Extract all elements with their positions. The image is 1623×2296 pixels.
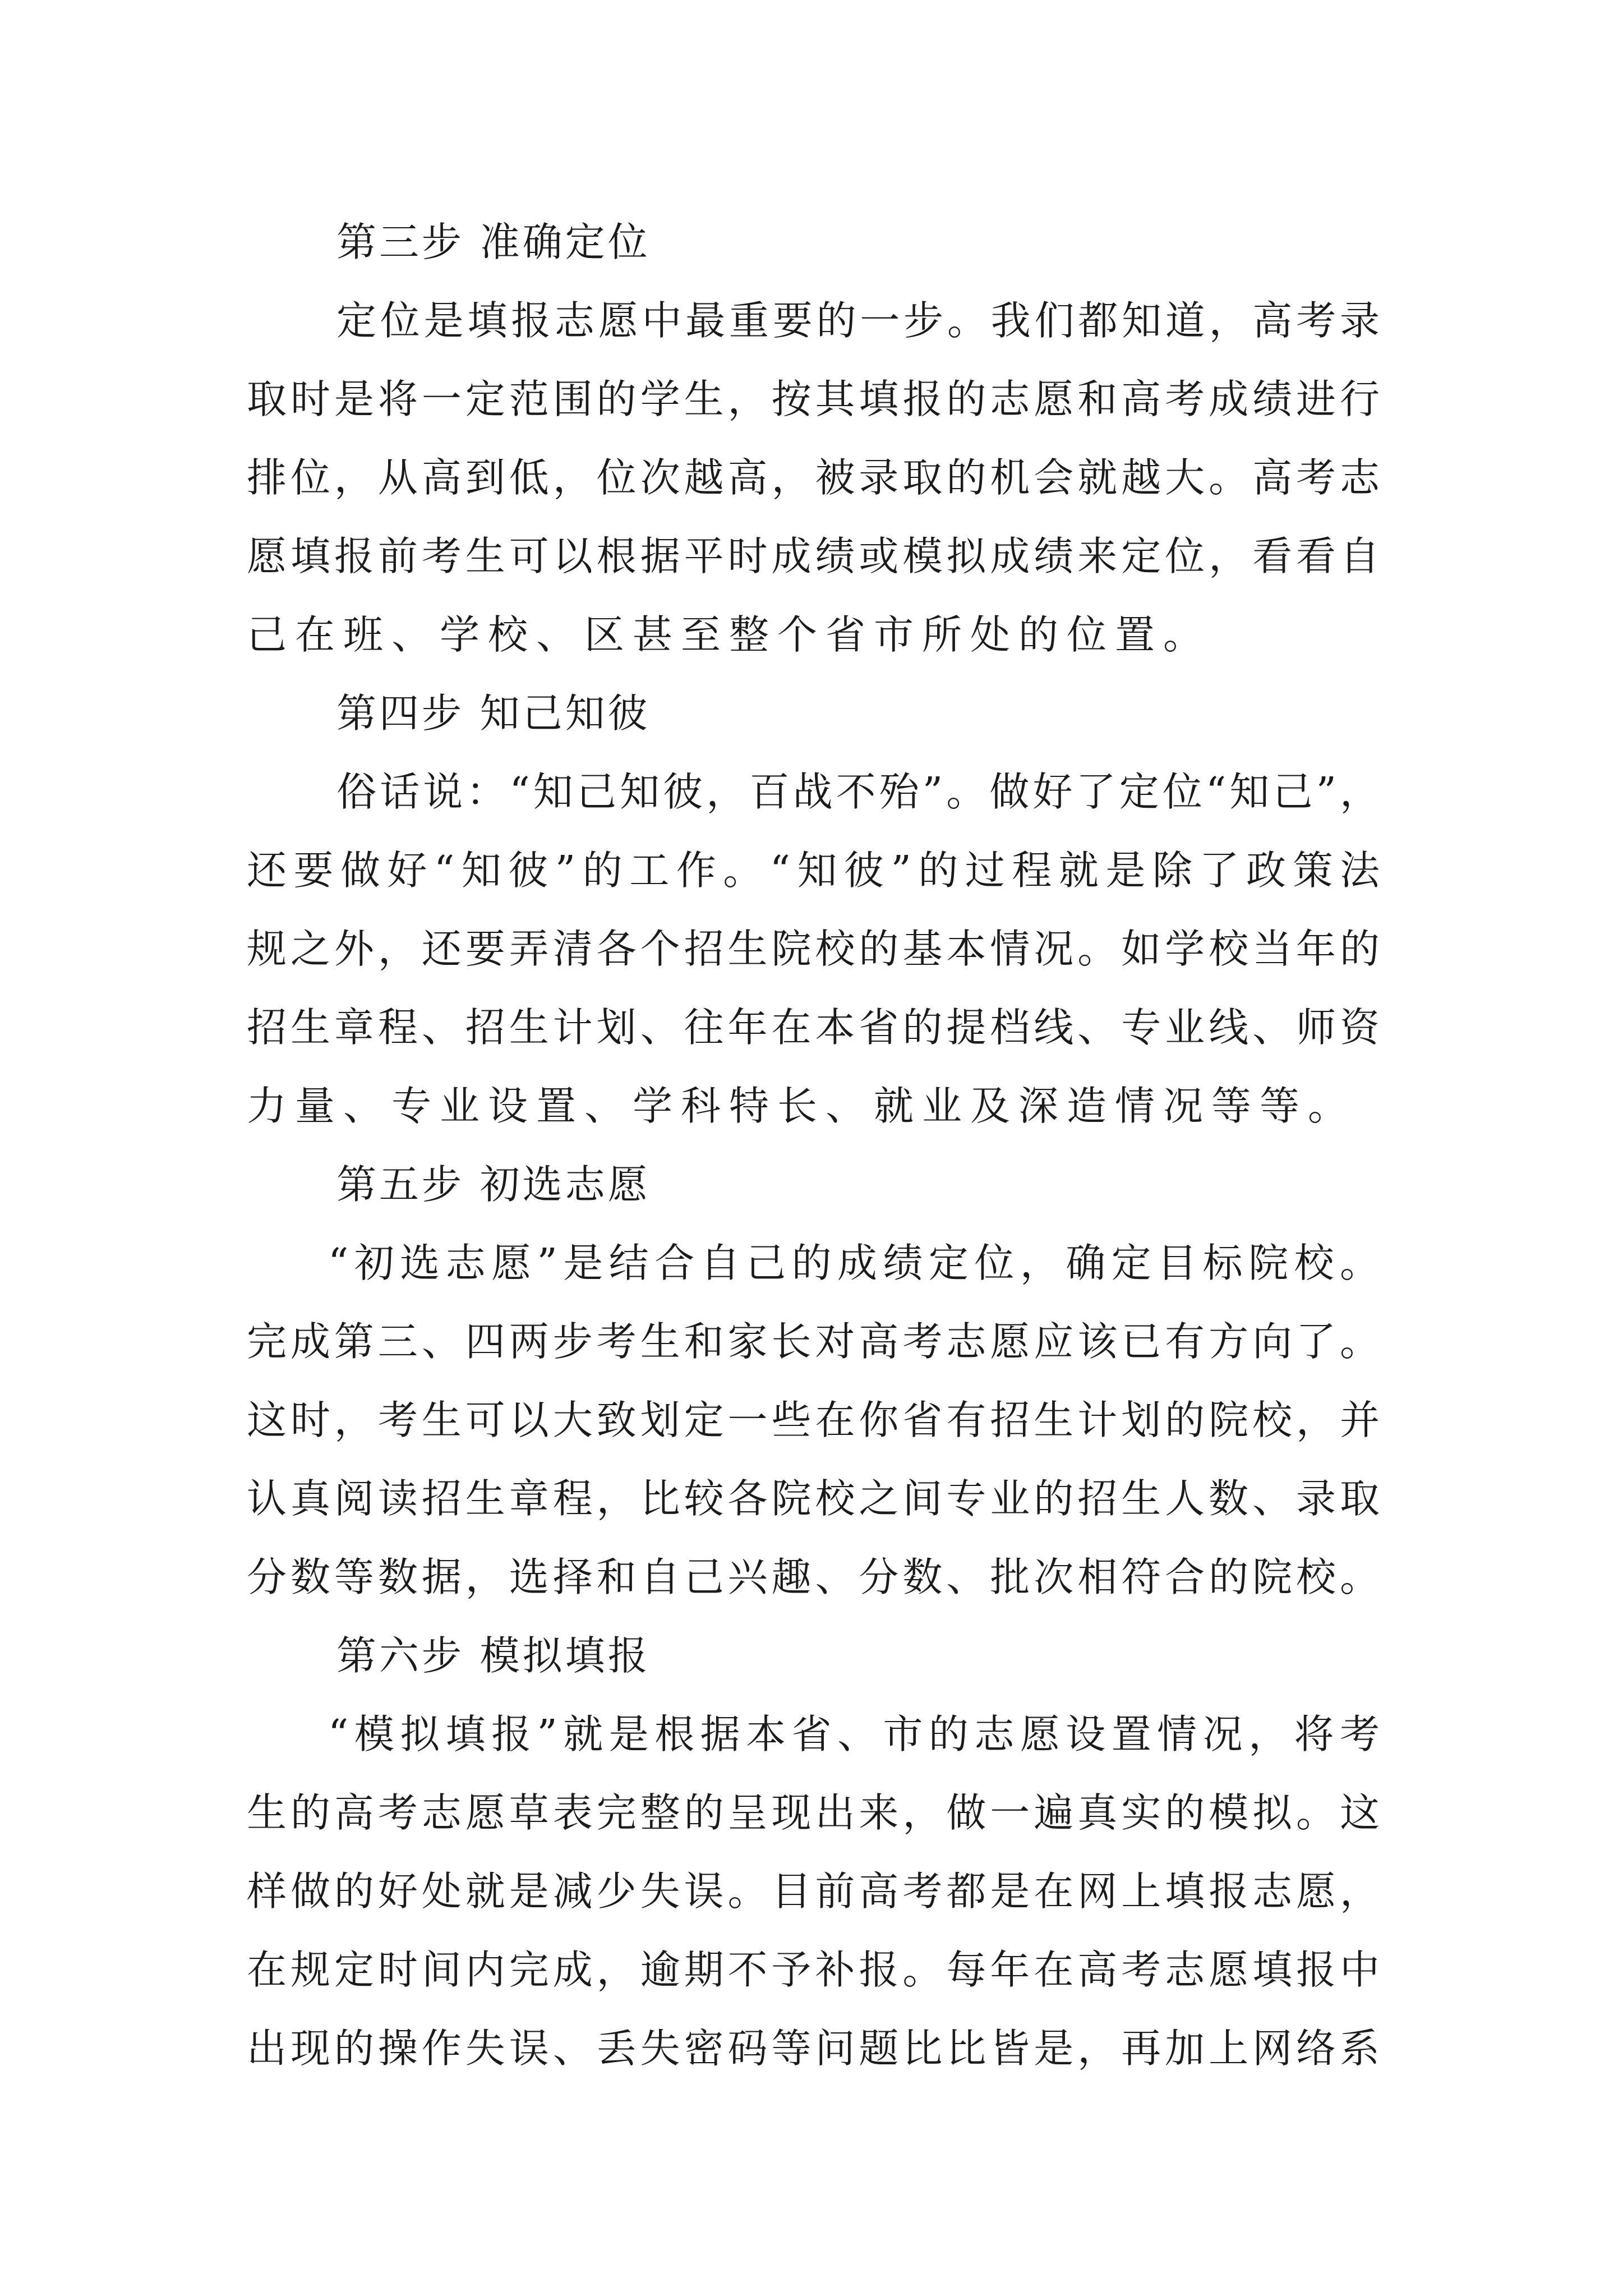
- paragraph-line: 在规定时间内完成，逾期不予补报。每年在高考志愿填报中: [247, 1947, 1380, 1993]
- paragraph-line: 认真阅读招生章程，比较各院校之间专业的招生人数、录取: [247, 1475, 1380, 1522]
- paragraph-line: 生的高考志愿草表完整的呈现出来，做一遍真实的模拟。这: [247, 1789, 1380, 1836]
- paragraph-line: 出现的操作失误、丢失密码等问题比比皆是，再加上网络系: [247, 2025, 1380, 2072]
- paragraph-line: 定位是填报志愿中最重要的一步。我们都知道，高考录: [336, 297, 1380, 344]
- section-heading-step-6: 第六步 模拟填报: [336, 1632, 651, 1679]
- paragraph-line: 己在班、学校、区甚至整个省市所处的位置。: [247, 611, 1212, 658]
- paragraph-line: 分数等数据，选择和自己兴趣、分数、批次相符合的院校。: [247, 1554, 1380, 1600]
- paragraph-line: 取时是将一定范围的学生，按其填报的志愿和高考成绩进行: [247, 376, 1380, 422]
- section-heading-step-3: 第三步 准确定位: [336, 219, 651, 265]
- section-heading-step-5: 第五步 初选志愿: [336, 1161, 651, 1208]
- paragraph-line: “初选志愿”是结合自己的成绩定位，确定目标院校。: [328, 1240, 1380, 1286]
- paragraph-line: 俗话说：“知己知彼，百战不殆”。做好了定位“知己”，: [336, 769, 1380, 815]
- paragraph-line: 还要做好“知彼”的工作。“知彼”的过程就是除了政策法: [247, 847, 1380, 894]
- paragraph-line: 样做的好处就是减少失误。目前高考都是在网上填报志愿，: [247, 1868, 1380, 1915]
- section-heading-step-4: 第四步 知己知彼: [336, 690, 651, 737]
- paragraph-line: 规之外，还要弄清各个招生院校的基本情况。如学校当年的: [247, 926, 1380, 972]
- paragraph-line: 愿填报前考生可以根据平时成绩或模拟成绩来定位，看看自: [247, 533, 1380, 579]
- paragraph-line: 这时，考生可以大致划定一些在你省有招生计划的院校，并: [247, 1397, 1380, 1443]
- paragraph-line: 力量、专业设置、学科特长、就业及深造情况等等。: [247, 1083, 1357, 1129]
- paragraph-line: 招生章程、招生计划、往年在本省的提档线、专业线、师资: [247, 1004, 1380, 1051]
- paragraph-line: 完成第三、四两步考生和家长对高考志愿应该已有方向了。: [247, 1318, 1380, 1365]
- paragraph-line: “模拟填报”就是根据本省、市的志愿设置情况，将考: [328, 1711, 1380, 1757]
- paragraph-line: 排位，从高到低，位次越高，被录取的机会就越大。高考志: [247, 454, 1380, 501]
